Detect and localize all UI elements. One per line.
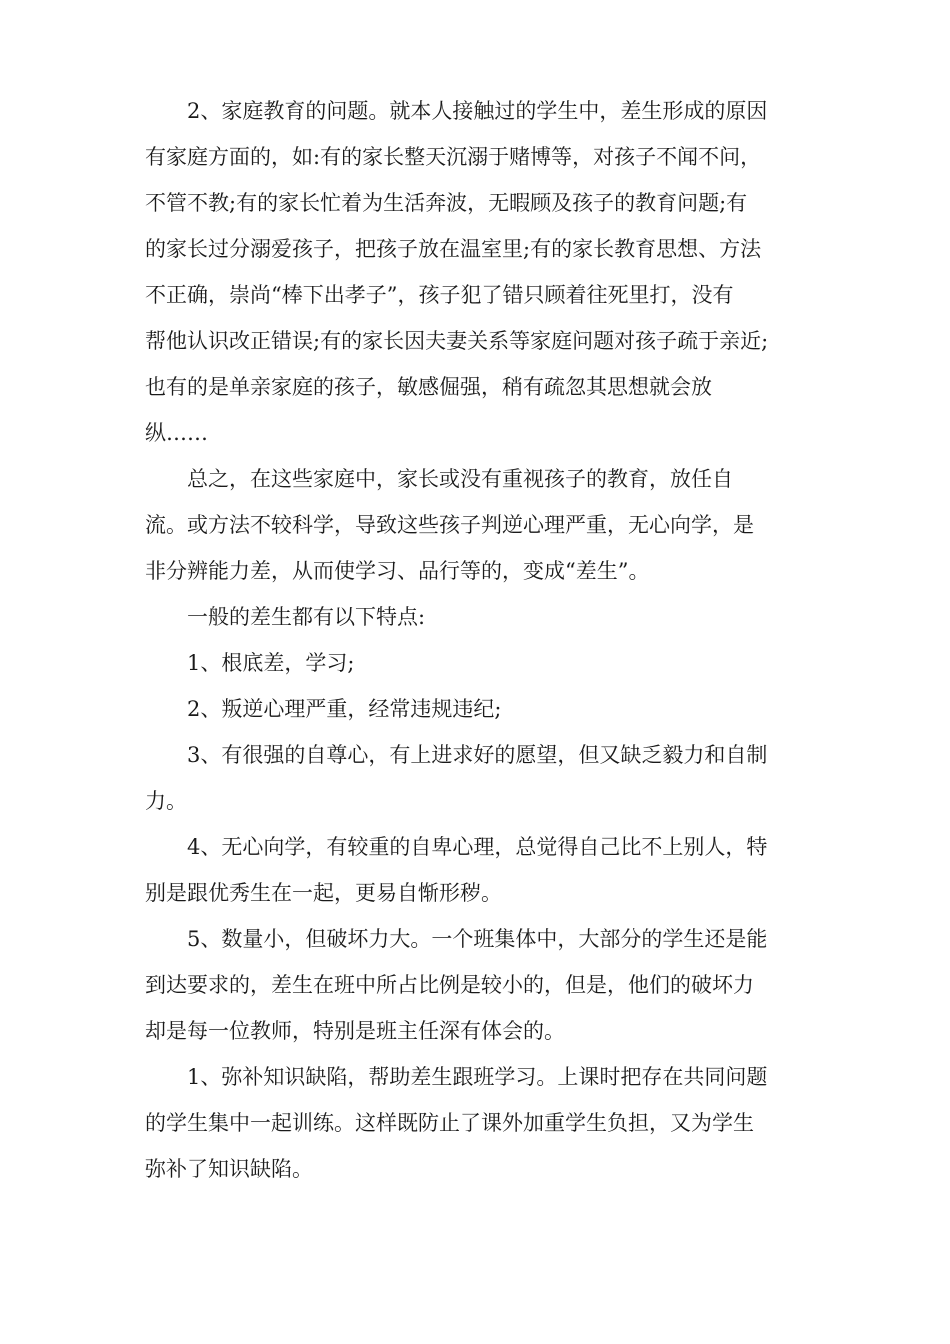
text-line: 一般的差生都有以下特点:	[187, 605, 426, 629]
text-line: 也有的是单亲家庭的孩子，敏感倔强，稍有疏忽其思想就会放	[145, 375, 712, 399]
text-line: 总之，在这些家庭中，家长或没有重视孩子的教育，放任自	[187, 467, 733, 491]
text-line: 却是每一位教师，特别是班主任深有体会的。	[145, 1019, 565, 1043]
text-line: 到达要求的，差生在班中所占比例是较小的，但是，他们的破坏力	[145, 973, 754, 997]
text-line: 弥补了知识缺陷。	[145, 1157, 313, 1181]
text-line: 3、有很强的自尊心，有上进求好的愿望，但又缺乏毅力和自制	[187, 743, 768, 767]
text-line: 的家长过分溺爱孩子，把孩子放在温室里;有的家长教育思想、方法	[145, 237, 762, 261]
text-line: 1、弥补知识缺陷，帮助差生跟班学习。上课时把存在共同问题	[187, 1065, 768, 1089]
text-line: 5、数量小，但破坏力大。一个班集体中，大部分的学生还是能	[187, 927, 768, 951]
text-line: 纵……	[145, 421, 208, 445]
text-line: 流。或方法不较科学，导致这些孩子判逆心理严重，无心向学，是	[145, 513, 754, 537]
text-line: 别是跟优秀生在一起，更易自惭形秽。	[145, 881, 502, 905]
text-line: 2、叛逆心理严重，经常违规违纪;	[187, 697, 502, 721]
document-body	[145, 88, 825, 1192]
text-line: 不正确，崇尚“棒下出孝子”，孩子犯了错只顾着往死里打，没有	[145, 283, 734, 307]
text-line: 帮他认识改正错误;有的家长因夫妻关系等家庭问题对孩子疏于亲近;	[145, 329, 769, 353]
text-line: 非分辨能力差，从而使学习、品行等的，变成“差生”。	[145, 559, 650, 583]
text-line: 有家庭方面的，如:有的家长整天沉溺于赌博等，对孩子不闻不问，	[145, 145, 762, 169]
text-line: 的学生集中一起训练。这样既防止了课外加重学生负担，又为学生	[145, 1111, 754, 1135]
text-line: 1、根底差，学习;	[187, 651, 355, 675]
text-line: 不管不教;有的家长忙着为生活奔波，无暇顾及孩子的教育问题;有	[145, 191, 748, 215]
text-line: 4、无心向学，有较重的自卑心理，总觉得自己比不上别人，特	[187, 835, 768, 859]
text-line: 力。	[145, 789, 187, 813]
text-line: 2、家庭教育的问题。就本人接触过的学生中，差生形成的原因	[187, 99, 768, 123]
